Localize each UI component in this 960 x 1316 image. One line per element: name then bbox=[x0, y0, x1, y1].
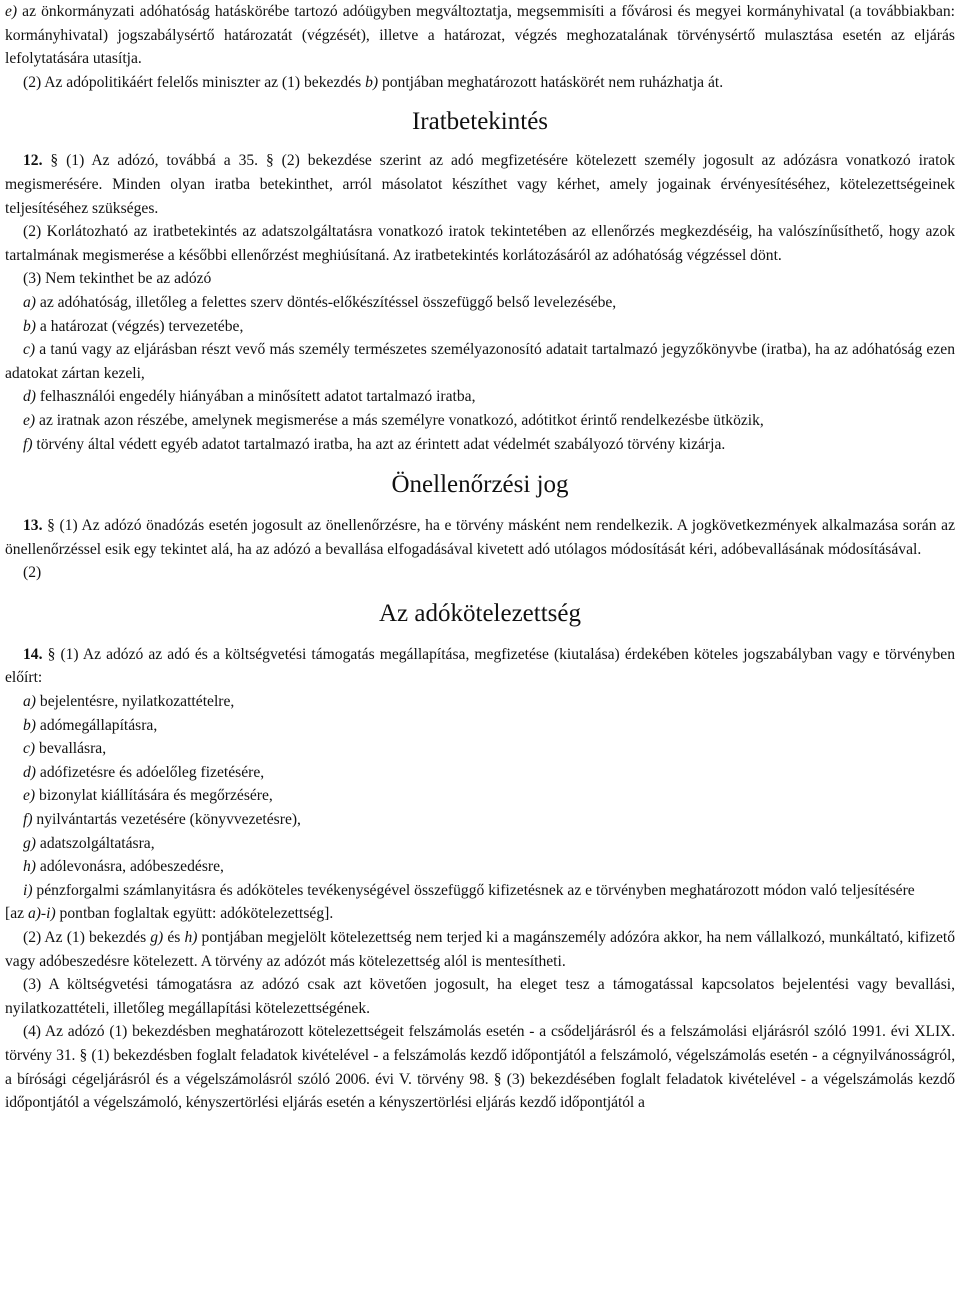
heading-adokotelezettseg: Az adókötelezettség bbox=[379, 599, 581, 627]
list-item: d) adófizetésre és adóelőleg fizetésére, bbox=[23, 763, 265, 781]
section-14-paragraph-3: (3) A költségvetési támogatásra az adózó csak azt követően jogosult, ha eleget tesz a támogatással kapcsolatos bejelentési vagy bevallási, nyilatkozattételi, illetőleg megállapítási kötelezettségének. bbox=[5, 976, 955, 1017]
intro-point-mark: e) bbox=[5, 3, 18, 20]
list-item: h) adólevonásra, adóbeszedésre, bbox=[23, 858, 224, 876]
list-item: c) a tanú vagy az eljárásban részt vevő más személy természetes személyazonosító adatait tartalmazó jegyzőkönyvbe (iratba), ha az adóhatóság ezen adatokat zártan kezeli, bbox=[5, 341, 955, 382]
section-12-paragraph-2: (2) Korlátozható az iratbetekintés az adatszolgáltatásra vonatkozó iratok tekintetében az ellenőrzés megkezdéséig, ha valószínűsíthető, hogy azok tartalmának megismerése a későbbi ellenőrzést meghiúsítaná. Az iratbetekintés korlátozásáról az adóhatóság végzéssel dönt. bbox=[5, 223, 955, 264]
intro-paragraph-2: (2) Az adópolitikáért felelős miniszter az (1) bekezdés b) pontjában meghatározott hatáskörét nem ruházhatja át. bbox=[23, 73, 724, 91]
heading-onellenorzesi-jog: Önellenőrzési jog bbox=[391, 471, 569, 499]
list-item: c) bevallásra, bbox=[23, 740, 107, 758]
section-number: 14. bbox=[23, 645, 43, 663]
intro-paragraph-1: e) az önkormányzati adóhatóság hatáskörébe tartozó adóügyben megváltoztatja, megsemmisíti a fővárosi és megyei kormányhivatal (a továbbiakban: kormányhivatal) jogszabálysértő határozatát (végzését), illetve a határozat, végzés meghozatalának törvénysértő mulasztása esetén az eljárás lefolytatására utasítja. bbox=[5, 3, 955, 68]
section-14-summary: [az a)-i) pontban foglaltak együtt: adókötelezettség]. bbox=[5, 905, 334, 923]
section-13-paragraph-2: (2) bbox=[23, 564, 42, 582]
list-item: a) bejelentésre, nyilatkozattételre, bbox=[23, 693, 235, 711]
list-item: g) adatszolgáltatásra, bbox=[23, 834, 155, 852]
section-12-list bbox=[5, 291, 955, 456]
document-page bbox=[5, 0, 955, 1115]
list-item: f) nyilvántartás vezetésére (könyvvezetésre), bbox=[23, 811, 301, 829]
section-number: 12. bbox=[23, 152, 43, 170]
list-item: d) felhasználói engedély hiányában a minősített adatot tartalmazó iratba, bbox=[23, 388, 476, 406]
list-item: e) az iratnak azon részébe, amelynek megismerése a más személyre vonatkozó, adótitkot érintő rendelkezésbe ütközik, bbox=[23, 411, 764, 429]
section-number: 13. bbox=[23, 517, 43, 535]
list-item: f) törvény által védett egyéb adatot tartalmazó iratba, ha azt az érintett adat védelmét szabályozó törvény kizárja. bbox=[23, 435, 726, 453]
section-14-paragraph-2: (2) Az (1) bekezdés g) és h) pontjában megjelölt kötelezettség nem terjed ki a magánszemély adózóra akkor, ha nem vállalkozó, munkáltató, kifizető vagy adóbeszedésre kötelezett. A törvény az adózót más kötelezettség alól is mentesítheti. bbox=[5, 929, 955, 970]
section-12-paragraph-1: 12. § (1) Az adózó, továbbá a 35. § (2) bekezdése szerint az adó megfizetésére kötelezett személy jogosult az adózásra vonatkozó iratok megismerésére. Minden olyan iratba betekinthet, arról másolatot készíthet vagy kérhet, amely jogainak érvényesítéséhez, kötelezettségeinek teljesítéséhez szükséges. bbox=[5, 152, 955, 217]
list-item: a) az adóhatóság, illetőleg a felettes szerv döntés-előkészítéssel összefüggő belső levelezésébe, bbox=[23, 293, 617, 311]
list-item: e) bizonylat kiállítására és megőrzésére, bbox=[23, 787, 273, 805]
section-13-paragraph-1: 13. § (1) Az adózó önadózás esetén jogosult az önellenőrzésre, ha e törvény másként nem rendelkezik. A jogkövetkezmények alkalmazása során az önellenőrzéssel esik egy tekintet alá, ha az adózó a bevallása elfogadásával kivetett adó utólagos módosítását kéri, adóbevallásának módosításával. bbox=[5, 517, 955, 558]
list-item: b) a határozat (végzés) tervezetébe, bbox=[23, 317, 244, 335]
section-14-paragraph-4: (4) Az adózó (1) bekezdésben meghatározott kötelezettségeit felszámolás esetén - a csődeljárásról és a felszámolási eljárásról szóló 1991. évi XLIX. törvény 31. § (1) bekezdésben foglalt feladatok kivételével - a felszámolás kezdő időpontjától a felszámoló, végelszámolás esetén - a cégnyilvánosságról, a bírósági cégeljárásról és a végelszámolásról szóló 2006. évi V. törvény 98. § (3) bekezdésében foglalt feladatok kivételével - a végelszámolás kezdő időpontjától a végelszámoló, kényszertörlési eljárás esetén a kényszertörlési eljárás kezdő időpontjától a bbox=[5, 1023, 955, 1112]
list-item: b) adómegállapításra, bbox=[23, 716, 158, 734]
section-14-list bbox=[5, 690, 955, 902]
heading-iratbetekintes: Iratbetekintés bbox=[411, 108, 549, 136]
list-item: i) pénzforgalmi számlanyitásra és adóköteles tevékenységével összefüggő kifizetésnek az e törvényben meghatározott módon való teljesítésére bbox=[23, 881, 915, 899]
section-14-paragraph-1: 14. § (1) Az adózó az adó és a költségvetési támogatás megállapítása, megfizetése (kiutalása) érdekében köteles jogszabályban vagy e törvényben előírt: bbox=[5, 645, 955, 687]
section-12-paragraph-3: (3) Nem tekinthet be az adózó bbox=[23, 270, 212, 288]
